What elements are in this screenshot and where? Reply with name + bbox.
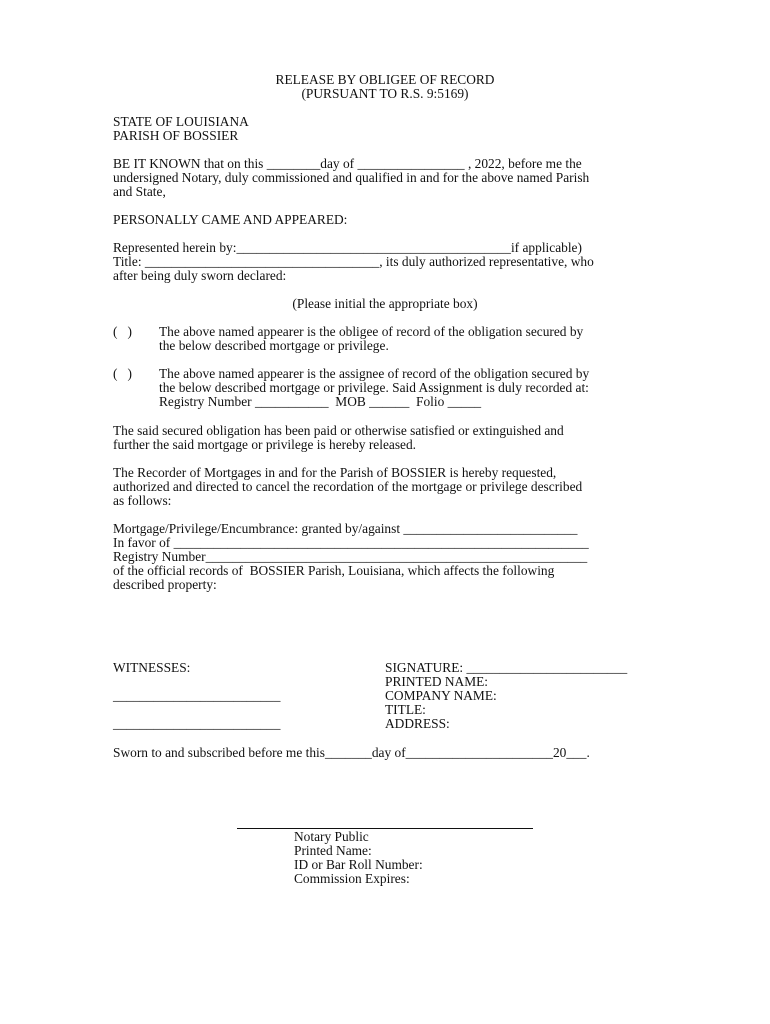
mortgage-line-1: Mortgage/Privilege/Encumbrance: granted by/against __________________________ [113,521,578,536]
intro-line-1: BE IT KNOWN that on this ________day of ________________ , 2022, before me the [113,156,582,171]
appeared-heading: PERSONALLY CAME AND APPEARED: [113,212,348,227]
intro-line-2: undersigned Notary, duly commissioned and qualified in and for the above named Parish [113,170,590,185]
notary-commission-expires: Commission Expires: [294,871,410,886]
mortgage-line-4: of the official records of BOSSIER Parish, Louisiana, which affects the following [113,563,555,578]
initial-box-assignee[interactable]: ( ) [113,366,132,381]
address-field[interactable]: ADDRESS: [385,716,450,731]
notary-signature-line[interactable] [237,828,533,829]
parish-line: PARISH OF BOSSIER [113,128,239,143]
represented-line-1: Represented herein by:_________________________________________if applicable) [113,240,582,255]
state-line: STATE OF LOUISIANA [113,114,249,129]
company-name-field[interactable]: COMPANY NAME: [385,688,497,703]
notary-id-number: ID or Bar Roll Number: [294,857,423,872]
intro-line-3: and State, [113,184,166,199]
recorder-line-3: as follows: [113,493,172,508]
signature-field[interactable]: SIGNATURE: ________________________ [385,660,628,675]
option-assignee-line-3: Registry Number ___________ MOB ______ Folio _____ [159,394,482,409]
initial-box-obligee[interactable]: ( ) [113,324,132,339]
witness-signature-line-1[interactable]: _________________________ [113,688,281,703]
document-subtitle: (PURSUANT TO R.S. 9:5169) [301,86,469,101]
satisfied-line-1: The said secured obligation has been paid or otherwise satisfied or extinguished and [113,423,564,438]
document-title: RELEASE BY OBLIGEE OF RECORD [275,72,495,87]
mortgage-line-5: described property: [113,577,217,592]
option-assignee-line-1: The above named appearer is the assignee of record of the obligation secured by [159,366,590,381]
satisfied-line-2: further the said mortgage or privilege is hereby released. [113,437,417,452]
printed-name-field[interactable]: PRINTED NAME: [385,674,489,689]
option-obligee-line-1: The above named appearer is the obligee of record of the obligation secured by [159,324,584,339]
recorder-line-1: The Recorder of Mortgages in and for the Parish of BOSSIER is hereby requested, [113,465,557,480]
witnesses-label: WITNESSES: [113,660,191,675]
option-assignee-line-2: the below described mortgage or privilege. Said Assignment is duly recorded at: [159,380,589,395]
instruction-text: (Please initial the appropriate box) [292,296,478,311]
mortgage-line-3: Registry Number_________________________________________________________ [113,549,588,564]
represented-line-2: Title: ___________________________________, its duly authorized representative, who [113,254,594,269]
witness-signature-line-2[interactable]: _________________________ [113,716,281,731]
option-obligee-line-2: the below described mortgage or privilege. [159,338,389,353]
recorder-line-2: authorized and directed to cancel the recordation of the mortgage or privilege described [113,479,583,494]
notary-public-label: Notary Public [294,829,369,844]
title-field[interactable]: TITLE: [385,702,426,717]
sworn-line: Sworn to and subscribed before me this_______day of______________________20___. [113,745,590,760]
notary-printed-name: Printed Name: [294,843,372,858]
mortgage-line-2: In favor of ______________________________________________________________ [113,535,589,550]
represented-line-3: after being duly sworn declared: [113,268,287,283]
